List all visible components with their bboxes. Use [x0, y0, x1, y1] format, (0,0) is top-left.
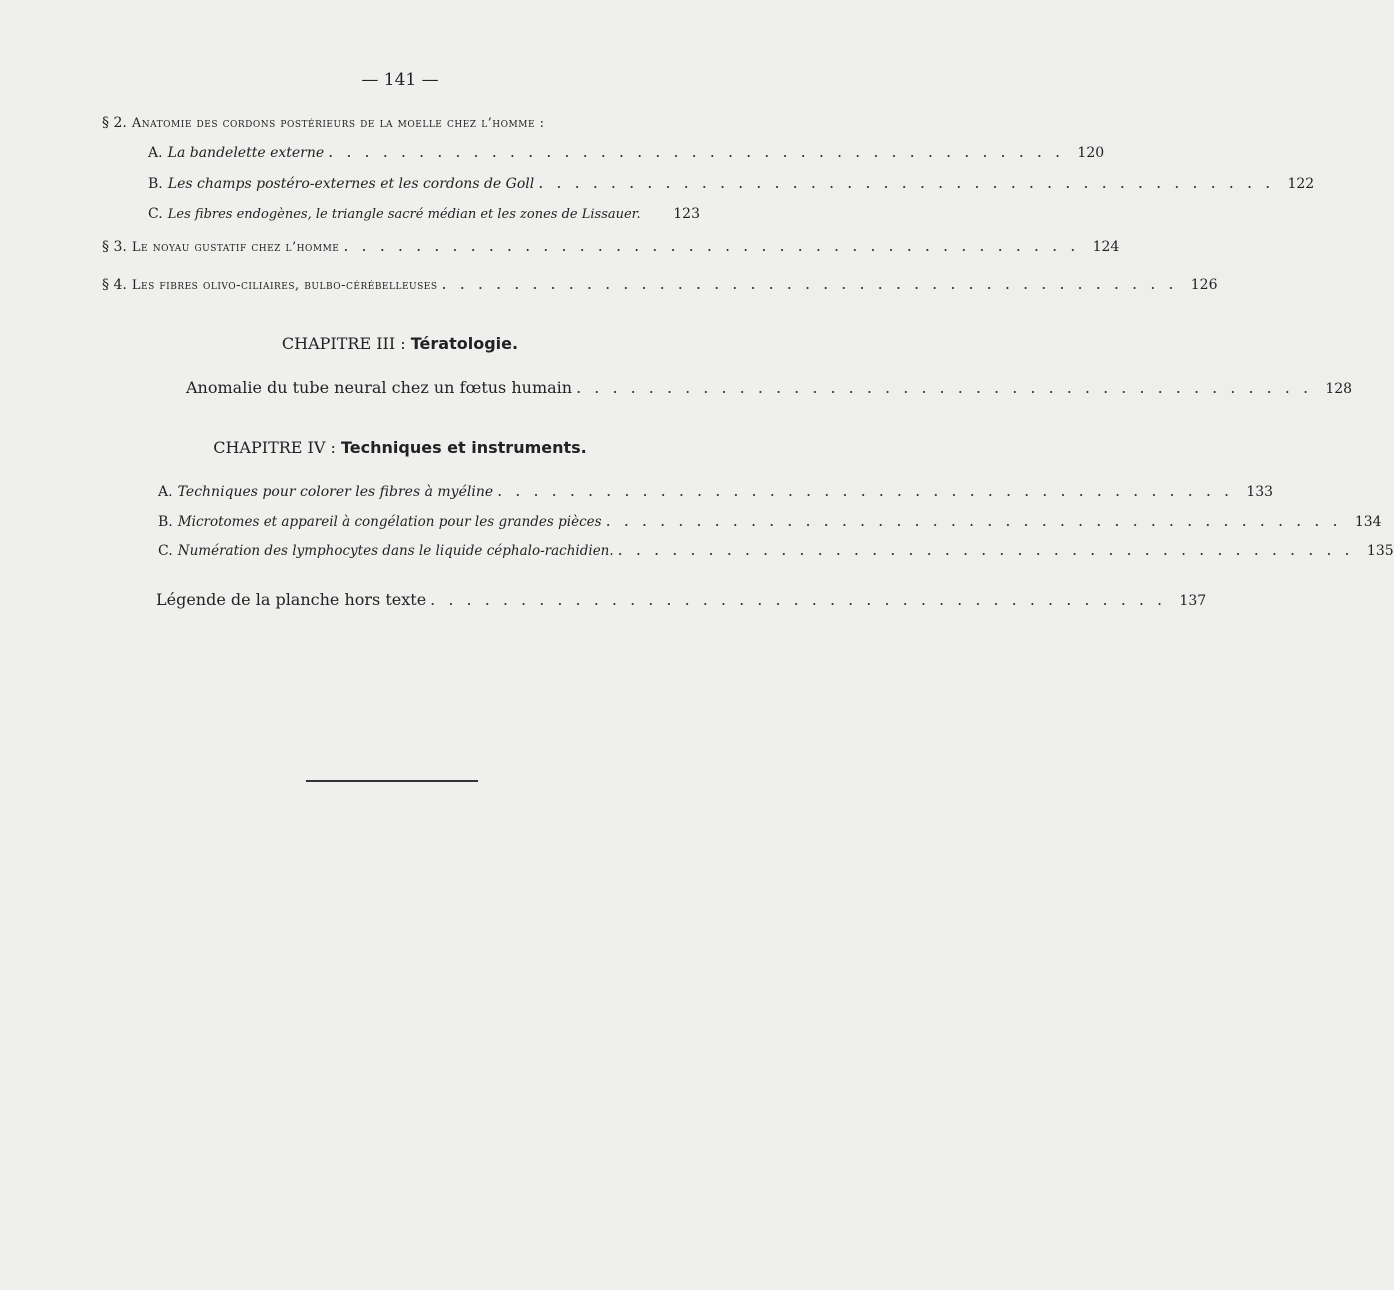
- entry-letter: C.: [148, 206, 163, 222]
- dot-leader: . . . . . . . . . . . . . . . . . . . . . . . . . . . . . . . . . . . . . . . . .: [430, 590, 1167, 609]
- toc-entry: [158, 511, 1382, 530]
- entry-title: La bandelette externe: [167, 145, 325, 161]
- entry-title: Numération des lymphocytes dans le liquide céphalo-rachidien.: [177, 543, 614, 559]
- entry-letter: A.: [148, 145, 163, 161]
- dot-leader: . . . . . . . . . . . . . . . . . . . . . . . . . . . . . . . . . . . . . . . . .: [328, 142, 1065, 161]
- entry-page: 122: [1287, 176, 1315, 192]
- section-title: Anatomie des cordons postérieurs de la moelle chez l’homme :: [131, 116, 545, 131]
- entry-page: 128: [1325, 381, 1353, 397]
- chapter-label: CHAPITRE III :: [281, 334, 406, 353]
- entry-page: 134: [1354, 514, 1382, 530]
- chapter-4-heading: [0, 438, 800, 457]
- entry-letter: A.: [158, 484, 173, 500]
- toc-entry: [158, 481, 1274, 500]
- entry-letter: B.: [158, 514, 173, 530]
- dot-leader: . . . . . . . . . . . . . . . . . . . . . . . . . . . . . . . . . . . . . . . . .: [538, 173, 1275, 192]
- entry-letter: B.: [148, 176, 163, 192]
- toc-entry: [148, 142, 1105, 161]
- entry-page: 123: [673, 206, 700, 222]
- chapter-3-heading: [0, 334, 800, 353]
- toc-entry-legend: [156, 590, 1207, 609]
- entry-page: 133: [1246, 484, 1274, 500]
- toc-entry: [186, 378, 1353, 397]
- section-mark: § 3.: [102, 239, 127, 255]
- entry-title: Légende de la planche hors texte: [156, 590, 427, 609]
- dot-leader: . . . . . . . . . . . . . . . . . . . . . . . . . . . . . . . . . . . . . . . . .: [576, 378, 1313, 397]
- closing-rule: [306, 780, 478, 782]
- section-mark: § 2.: [102, 115, 127, 131]
- entry-page: 126: [1190, 277, 1218, 293]
- section-2-heading: [102, 112, 702, 131]
- toc-entry: [158, 540, 1394, 559]
- chapter-label: CHAPITRE IV :: [213, 438, 336, 457]
- entry-title: Les champs postéro-externes et les cordons de Goll: [167, 176, 535, 192]
- page-number: — 141 —: [361, 70, 439, 90]
- entry-letter: C.: [158, 543, 173, 559]
- entry-title: Les fibres endogènes, le triangle sacré médian et les zones de Lissauer.: [167, 207, 641, 222]
- toc-entry: [148, 173, 1315, 192]
- dot-leader: . . . . . . . . . . . . . . . . . . . . . . . . . . . . . . . . . . . . . . . . .: [497, 481, 1234, 500]
- entry-title: Techniques pour colorer les fibres à myéline: [177, 484, 494, 500]
- dot-leader: . . . . . . . . . . . . . . . . . . . . . . . . . . . . . . . . . . . . . . . . .: [617, 540, 1354, 559]
- dot-leader: . . . . . . . . . . . . . . . . . . . . . . . . . . . . . . . . . . . . . . . . .: [441, 274, 1178, 293]
- section-mark: § 4.: [102, 277, 127, 293]
- entry-page: 120: [1077, 145, 1105, 161]
- section-4-entry: [102, 274, 1218, 293]
- entry-page: 124: [1092, 239, 1120, 255]
- dot-leader: . . . . . . . . . . . . . . . . . . . . . . . . . . . . . . . . . . . . . . . . .: [605, 511, 1342, 530]
- section-3-entry: [102, 236, 1120, 255]
- entry-page: 135: [1366, 543, 1394, 559]
- chapter-title: Techniques et instruments.: [341, 438, 587, 457]
- section-title: Le noyau gustatif chez l’homme: [131, 240, 340, 255]
- toc-entry: [148, 203, 700, 222]
- entry-title: Anomalie du tube neural chez un fœtus humain: [186, 378, 573, 397]
- entry-title: Microtomes et appareil à congélation pour les grandes pièces: [177, 514, 602, 530]
- section-title: Les fibres olivo-ciliaires, bulbo-cérébelleuses: [131, 278, 438, 293]
- entry-page: 137: [1179, 593, 1207, 609]
- dot-leader: . . . . . . . . . . . . . . . . . . . . . . . . . . . . . . . . . . . . . . . . .: [343, 236, 1080, 255]
- chapter-title: Tératologie.: [410, 334, 519, 353]
